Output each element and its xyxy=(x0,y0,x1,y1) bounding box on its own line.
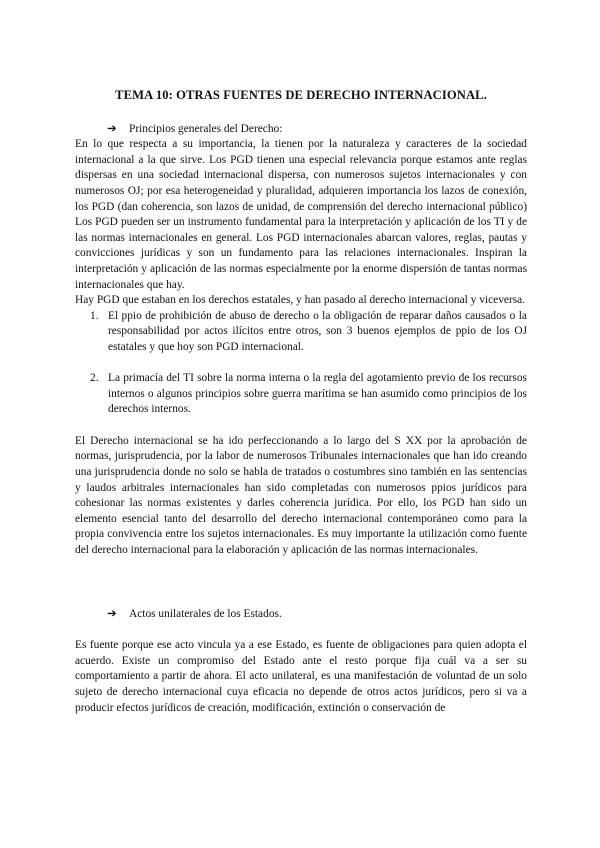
paragraph-actos-1: Es fuente porque ese acto vincula ya a ese Estado, es fuente de obligaciones para quien adopta el acuerdo. Existe un compromiso del Estado ante el resto porque fija cuál va a ser su comportamiento a partir de ahora. El acto unilateral, es una manifestación de voluntad de un solo sujeto de derecho internacional cuya eficacia no depende de otros actos jurídicos, pero si va a producir efectos jurídicos de creación, modificación, extinción o conservación de xyxy=(75,639,527,714)
paragraph-principios-2: Hay PGD que estaban en los derechos estatales, y han pasado al derecho internacional y viceversa. xyxy=(75,294,526,307)
list-item xyxy=(75,309,527,356)
examples-list xyxy=(75,309,527,418)
document-content xyxy=(75,88,527,716)
arrow-right-icon: ➔ xyxy=(107,607,117,620)
list-item-number: 2. xyxy=(90,372,99,385)
arrow-right-icon: ➔ xyxy=(107,122,117,135)
section-heading-actos xyxy=(107,607,527,623)
list-item-text: El ppio de prohibición de abuso de derecho o la obligación de reparar daños causados o la responsabilidad por actos ilícitos entre otros, son 3 buenos ejemplos de ppio de los OJ estatales y que hoy son PGD internacional. xyxy=(108,309,527,353)
document-title: TEMA 10: OTRAS FUENTES DE DERECHO INTERNACIONAL. xyxy=(115,88,487,102)
section-heading-label: Principios generales del Derecho: xyxy=(129,122,283,135)
list-spacer xyxy=(75,356,527,372)
paragraph-principios-3: El Derecho internacional se ha ido perfeccionando a lo largo del S XX por la aprobación de normas, jurisprudencia, por la labor de numerosos Tribunales internacionales que han ido creando una jurisprudencia donde no solo se habla de tratados o costumbres sino también en las sentencias y laudos arbitrales internacionales han sido completadas con numerosos ppios jurídicos para cohesionar las normas existentes y darles coherencia jurídica. Por ello, los PGD han sido un elemento esencial tanto del desarrollo del derecho internacional contemporáneo como para la propia convivencia entre los sujetos internacionales. Es muy importante la utilización como fuente del derecho internacional para la elaboración y aplicación de las normas internacionales. xyxy=(75,434,527,557)
section-heading-label: Actos unilaterales de los Estados. xyxy=(129,607,282,620)
list-item xyxy=(75,371,527,418)
list-item-text: La primacía del TI sobre la norma interna o la regla del agotamiento previo de los recursos internos o algunos principios sobre guerra marítima se han asumido como principios de los derechos internos. xyxy=(108,372,527,416)
list-item-number: 1. xyxy=(90,309,99,322)
paragraph-principios-1: En lo que respecta a su importancia, la tienen por la naturaleza y caracteres de la sociedad internacional a la que sirve. Los PGD tienen una especial relevancia porque estamos ante reglas dispersas en una sociedad internacional dispersa, con numerosos sujetos internacionales y con numerosos OJ; por esa heterogeneidad y pluralidad, adquieren importancia los lazos de conexión, los PGD (dan coherencia, son lazos de unidad, de comprensión del derecho internacional público) Los PGD pueden ser un instrumento fundamental para la interpretación y aplicación de los TI y de las normas internacionales en general. Los PGD internacionales abarcan valores, reglas, pautas y convicciones jurídicas y son un fundamento para las relaciones internacionales. Inspiran la interpretación y aplicación de las normas especialmente por la enorme dispersión de tantas normas internacionales que hay. xyxy=(75,138,527,291)
section-heading-principios xyxy=(107,122,527,138)
